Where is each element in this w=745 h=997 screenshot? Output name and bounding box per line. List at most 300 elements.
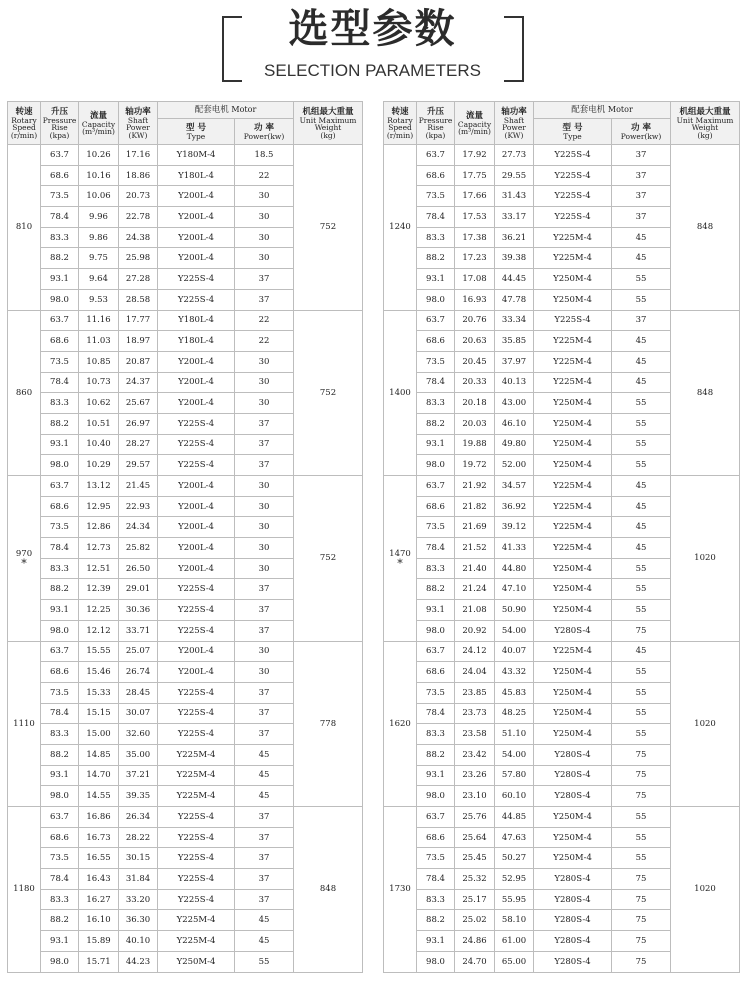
shaft-power-cell: 39.12 [495,517,534,538]
header-motor [534,102,671,119]
capacity-cell: 15.15 [79,703,119,724]
pressure-cell: 68.6 [417,331,455,352]
motor-type-cell: Y180M-4 [158,145,235,166]
shaft-power-cell: 52.95 [495,869,534,890]
motor-power-cell: 45 [235,744,294,765]
header-type-zh: 型 号 [186,122,206,133]
motor-power-cell: 55 [612,600,671,621]
speed-cell [8,310,41,476]
capacity-cell: 20.76 [455,310,495,331]
header-rotary-speed-zh: 转速 [15,106,33,117]
motor-power-cell: 30 [235,476,294,497]
header-type-en: Type [563,131,582,141]
speed-value: 1470 [389,548,411,559]
motor-power-cell: 37 [235,807,294,828]
pressure-cell: 78.4 [41,207,79,228]
motor-power-cell: 37 [235,413,294,434]
capacity-cell: 14.85 [79,744,119,765]
motor-type-cell: Y225S-4 [158,682,235,703]
motor-type-cell: Y280S-4 [534,765,612,786]
pressure-cell: 93.1 [417,600,455,621]
motor-power-cell: 37 [235,620,294,641]
motor-type-cell: Y250M-4 [158,951,235,972]
shaft-power-cell: 30.15 [119,848,158,869]
header-shaft-power-zh: 轴功率 [501,106,527,117]
capacity-cell: 17.75 [455,165,495,186]
shaft-power-cell: 25.98 [119,248,158,269]
motor-type-cell: Y250M-4 [534,807,612,828]
capacity-cell: 12.12 [79,620,119,641]
shaft-power-cell: 47.78 [495,289,534,310]
capacity-cell: 10.06 [79,186,119,207]
motor-type-cell: Y250M-4 [534,827,612,848]
capacity-cell: 17.92 [455,145,495,166]
motor-power-cell: 45 [612,517,671,538]
pressure-cell: 98.0 [41,620,79,641]
capacity-cell: 23.73 [455,703,495,724]
pressure-cell: 73.5 [41,186,79,207]
motor-power-cell: 55 [612,455,671,476]
pressure-cell: 63.7 [41,476,79,497]
capacity-cell: 23.26 [455,765,495,786]
header-weight [671,102,740,145]
motor-type-cell: Y225S-4 [158,413,235,434]
pressure-cell: 93.1 [41,931,79,952]
motor-type-cell: Y225M-4 [534,538,612,559]
motor-type-cell: Y250M-4 [534,579,612,600]
motor-power-cell: 45 [612,248,671,269]
motor-power-cell: 55 [612,807,671,828]
header-shaft-power [495,102,534,145]
capacity-cell: 23.58 [455,724,495,745]
shaft-power-cell: 22.78 [119,207,158,228]
capacity-cell: 25.45 [455,848,495,869]
motor-type-cell: Y200L-4 [158,186,235,207]
motor-type-cell: Y225S-4 [158,579,235,600]
capacity-cell: 24.12 [455,641,495,662]
pressure-cell: 78.4 [417,372,455,393]
capacity-cell: 20.18 [455,393,495,414]
capacity-cell: 17.38 [455,227,495,248]
motor-power-cell: 30 [235,393,294,414]
motor-power-cell: 75 [612,869,671,890]
shaft-power-cell: 45.83 [495,682,534,703]
pressure-cell: 68.6 [417,662,455,683]
pressure-cell: 73.5 [417,848,455,869]
capacity-cell: 21.69 [455,517,495,538]
capacity-cell: 16.55 [79,848,119,869]
motor-power-cell: 55 [612,827,671,848]
motor-power-cell: 55 [612,289,671,310]
capacity-cell: 20.45 [455,351,495,372]
page-title: 选型参数 [288,6,457,52]
shaft-power-cell: 31.43 [495,186,534,207]
motor-power-cell: 37 [235,269,294,290]
motor-power-cell: 75 [612,786,671,807]
shaft-power-cell: 33.17 [495,207,534,228]
pressure-cell: 88.2 [41,910,79,931]
header-pressure-rise-en: (kpa) [425,130,446,140]
page-header [0,0,745,90]
capacity-cell: 15.71 [79,951,119,972]
capacity-cell: 20.33 [455,372,495,393]
capacity-cell: 25.17 [455,889,495,910]
shaft-power-cell: 28.58 [119,289,158,310]
shaft-power-cell: 46.10 [495,413,534,434]
shaft-power-cell: 26.97 [119,413,158,434]
header-pressure-rise-en: (kpa) [49,130,70,140]
shaft-power-cell: 30.36 [119,600,158,621]
pressure-cell: 83.3 [417,393,455,414]
header-type-zh: 型 号 [562,122,583,133]
shaft-power-cell: 39.35 [119,786,158,807]
motor-power-cell: 30 [235,186,294,207]
shaft-power-cell: 44.80 [495,558,534,579]
motor-power-cell: 55 [612,269,671,290]
motor-type-cell: Y225S-4 [158,455,235,476]
motor-type-cell: Y280S-4 [534,869,612,890]
shaft-power-cell: 25.67 [119,393,158,414]
shaft-power-cell: 20.87 [119,351,158,372]
motor-power-cell: 37 [612,207,671,228]
shaft-power-cell: 31.84 [119,869,158,890]
shaft-power-cell: 47.10 [495,579,534,600]
capacity-cell: 10.51 [79,413,119,434]
shaft-power-cell: 17.16 [119,145,158,166]
motor-type-cell: Y250M-4 [534,455,612,476]
header-rotary-speed [384,102,417,145]
capacity-cell: 25.64 [455,827,495,848]
motor-power-cell: 30 [235,538,294,559]
motor-type-cell: Y225M-4 [534,351,612,372]
motor-type-cell: Y250M-4 [534,600,612,621]
motor-type-cell: Y225S-4 [158,620,235,641]
pressure-cell: 83.3 [41,227,79,248]
shaft-power-cell: 34.57 [495,476,534,497]
motor-power-cell: 75 [612,931,671,952]
header-rotary-speed-en: Speed [388,123,412,133]
motor-type-cell: Y250M-4 [534,724,612,745]
header-weight-en: Weight [691,123,719,133]
capacity-cell: 10.40 [79,434,119,455]
pressure-cell: 88.2 [41,744,79,765]
pressure-cell: 98.0 [417,455,455,476]
shaft-power-cell: 51.10 [495,724,534,745]
table-row [8,145,363,166]
motor-type-cell: Y200L-4 [158,496,235,517]
header-shaft-power-en: Shaft [127,115,149,125]
header-capacity-en: (m³/min) [82,127,115,136]
pressure-cell: 68.6 [41,496,79,517]
speed-star-mark: * [397,556,403,570]
capacity-cell: 24.70 [455,951,495,972]
shaft-power-cell: 54.00 [495,744,534,765]
shaft-power-cell: 44.23 [119,951,158,972]
header-weight-en: Unit Maximum [299,115,357,125]
shaft-power-cell: 33.20 [119,889,158,910]
capacity-cell: 9.53 [79,289,119,310]
pressure-cell: 78.4 [41,703,79,724]
motor-power-cell: 45 [235,786,294,807]
motor-type-cell: Y225S-4 [158,600,235,621]
header-weight [294,102,363,145]
header-motor-en: Motor [231,105,257,114]
capacity-cell: 15.00 [79,724,119,745]
motor-type-cell: Y280S-4 [534,786,612,807]
motor-power-cell: 37 [612,186,671,207]
pressure-cell: 73.5 [41,351,79,372]
weight-cell: 1020 [671,641,740,807]
shaft-power-cell: 36.30 [119,910,158,931]
shaft-power-cell: 24.37 [119,372,158,393]
pressure-cell: 88.2 [41,579,79,600]
header-power [235,119,294,145]
motor-power-cell: 55 [612,848,671,869]
motor-type-cell: Y280S-4 [534,931,612,952]
motor-type-cell: Y225S-4 [158,724,235,745]
motor-power-cell: 75 [612,744,671,765]
speed-cell [8,476,41,642]
motor-type-cell: Y250M-4 [534,848,612,869]
capacity-cell: 15.33 [79,682,119,703]
pressure-cell: 88.2 [41,248,79,269]
motor-type-cell: Y225S-4 [158,703,235,724]
header-shaft-power-en: (KW) [128,130,148,140]
shaft-power-cell: 55.95 [495,889,534,910]
shaft-power-cell: 60.10 [495,786,534,807]
speed-value: 860 [15,387,33,398]
pressure-cell: 98.0 [417,289,455,310]
capacity-cell: 11.03 [79,331,119,352]
pressure-cell: 93.1 [41,269,79,290]
motor-type-cell: Y280S-4 [534,744,612,765]
pressure-cell: 63.7 [41,310,79,331]
header-weight-zh: 机组最大重量 [302,106,354,117]
pressure-cell: 63.7 [417,310,455,331]
motor-power-cell: 45 [235,765,294,786]
shaft-power-cell: 37.97 [495,351,534,372]
motor-power-cell: 55 [612,703,671,724]
weight-cell: 752 [294,476,363,642]
speed-value: 1110 [13,718,35,729]
speed-value: 1730 [389,884,411,895]
shaft-power-cell: 24.34 [119,517,158,538]
capacity-cell: 25.76 [455,807,495,828]
motor-power-cell: 37 [235,889,294,910]
capacity-cell: 10.73 [79,372,119,393]
motor-power-cell: 37 [612,145,671,166]
header-shaft-power-en: Power [126,123,150,133]
header-rotary-speed-zh: 转速 [391,106,409,117]
shaft-power-cell: 44.85 [495,807,534,828]
pressure-cell: 88.2 [417,248,455,269]
capacity-cell: 24.04 [455,662,495,683]
motor-type-cell: Y200L-4 [158,248,235,269]
weight-cell: 1020 [671,807,740,973]
motor-type-cell: Y225S-4 [534,207,612,228]
capacity-cell: 15.46 [79,662,119,683]
shaft-power-cell: 40.13 [495,372,534,393]
capacity-cell: 21.08 [455,600,495,621]
motor-type-cell: Y250M-4 [534,289,612,310]
motor-type-cell: Y180L-4 [158,331,235,352]
motor-power-cell: 37 [235,724,294,745]
table-row [8,641,363,662]
speed-cell [8,807,41,973]
header-pressure-rise-en: Pressure [418,115,453,125]
motor-type-cell: Y225S-4 [158,289,235,310]
motor-power-cell: 75 [612,765,671,786]
capacity-cell: 12.39 [79,579,119,600]
header-pressure-rise [417,102,455,145]
capacity-cell: 16.86 [79,807,119,828]
motor-type-cell: Y225S-4 [158,889,235,910]
speed-cell [384,476,417,642]
shaft-power-cell: 40.07 [495,641,534,662]
shaft-power-cell: 26.34 [119,807,158,828]
header-power [612,119,671,145]
motor-power-cell: 37 [235,869,294,890]
capacity-cell: 9.64 [79,269,119,290]
shaft-power-cell: 65.00 [495,951,534,972]
motor-type-cell: Y225M-4 [534,496,612,517]
shaft-power-cell: 26.50 [119,558,158,579]
pressure-cell: 93.1 [41,765,79,786]
header-shaft-power-zh: 轴功率 [125,106,151,117]
motor-power-cell: 37 [235,827,294,848]
header-row [8,102,363,119]
motor-power-cell: 37 [235,579,294,600]
motor-type-cell: Y200L-4 [158,476,235,497]
header-pressure-rise-en: Rise [427,123,444,133]
motor-type-cell: Y225S-4 [158,434,235,455]
pressure-cell: 78.4 [417,538,455,559]
motor-type-cell: Y225S-4 [534,310,612,331]
header-power-en: Power(kw) [243,131,285,141]
header-shaft-power-en: Shaft [503,115,525,125]
capacity-cell: 9.96 [79,207,119,228]
motor-power-cell: 75 [612,889,671,910]
speed-value: 1400 [389,387,411,398]
header-shaft-power-en: (KW) [504,130,524,140]
shaft-power-cell: 18.86 [119,165,158,186]
motor-power-cell: 55 [612,579,671,600]
pressure-cell: 83.3 [41,889,79,910]
capacity-cell: 25.32 [455,869,495,890]
motor-type-cell: Y250M-4 [534,413,612,434]
header-rotary-speed [8,102,41,145]
shaft-power-cell: 25.82 [119,538,158,559]
table-row [8,310,363,331]
motor-type-cell: Y225M-4 [534,641,612,662]
motor-power-cell: 22 [235,331,294,352]
motor-power-cell: 55 [612,662,671,683]
capacity-cell: 21.92 [455,476,495,497]
pressure-cell: 98.0 [41,786,79,807]
motor-power-cell: 30 [235,662,294,683]
pressure-cell: 63.7 [41,807,79,828]
motor-power-cell: 37 [235,455,294,476]
pressure-cell: 73.5 [417,517,455,538]
header-power-en: Power(kw) [620,131,662,141]
pressure-cell: 78.4 [417,869,455,890]
motor-power-cell: 37 [235,289,294,310]
motor-type-cell: Y200L-4 [158,372,235,393]
shaft-power-cell: 29.55 [495,165,534,186]
motor-type-cell: Y225S-4 [534,186,612,207]
motor-type-cell: Y225M-4 [534,517,612,538]
header-capacity-zh: 流量 [89,110,107,121]
capacity-cell: 25.02 [455,910,495,931]
motor-power-cell: 30 [235,207,294,228]
motor-type-cell: Y225M-4 [158,744,235,765]
header-shaft-power-en: Power [502,123,526,133]
table-row [384,807,740,828]
table-row [384,310,740,331]
motor-power-cell: 45 [235,910,294,931]
shaft-power-cell: 26.74 [119,662,158,683]
pressure-cell: 63.7 [41,145,79,166]
shaft-power-cell: 21.45 [119,476,158,497]
capacity-cell: 20.92 [455,620,495,641]
weight-cell: 848 [294,807,363,973]
shaft-power-cell: 48.25 [495,703,534,724]
motor-power-cell: 22 [235,310,294,331]
motor-power-cell: 37 [235,848,294,869]
motor-type-cell: Y250M-4 [534,662,612,683]
capacity-cell: 20.63 [455,331,495,352]
motor-power-cell: 75 [612,910,671,931]
header-weight-en: (kg) [320,130,336,140]
shaft-power-cell: 50.90 [495,600,534,621]
motor-power-cell: 75 [612,951,671,972]
capacity-cell: 17.66 [455,186,495,207]
shaft-power-cell: 27.73 [495,145,534,166]
motor-type-cell: Y250M-4 [534,434,612,455]
weight-cell: 778 [294,641,363,807]
shaft-power-cell: 36.21 [495,227,534,248]
pressure-cell: 93.1 [417,434,455,455]
motor-power-cell: 30 [235,641,294,662]
shaft-power-cell: 20.73 [119,186,158,207]
capacity-cell: 10.85 [79,351,119,372]
pressure-cell: 83.3 [417,227,455,248]
selection-table-left [7,101,363,973]
pressure-cell: 93.1 [417,765,455,786]
pressure-cell: 73.5 [417,682,455,703]
pressure-cell: 73.5 [41,848,79,869]
motor-type-cell: Y250M-4 [534,393,612,414]
pressure-cell: 78.4 [41,372,79,393]
motor-type-cell: Y225M-4 [534,331,612,352]
pressure-cell: 73.5 [41,517,79,538]
header-pressure-rise-en: Rise [51,123,68,133]
selection-table-right [383,101,740,973]
pressure-cell: 98.0 [417,951,455,972]
shaft-power-cell: 30.07 [119,703,158,724]
weight-cell: 1020 [671,476,740,642]
weight-cell: 752 [294,145,363,311]
capacity-cell: 15.55 [79,641,119,662]
header-rotary-speed-en: Speed [12,123,36,133]
motor-type-cell: Y280S-4 [534,951,612,972]
capacity-cell: 21.82 [455,496,495,517]
shaft-power-cell: 25.07 [119,641,158,662]
speed-value: 1240 [389,222,411,233]
pressure-cell: 63.7 [417,641,455,662]
motor-type-cell: Y250M-4 [534,703,612,724]
motor-power-cell: 37 [612,310,671,331]
